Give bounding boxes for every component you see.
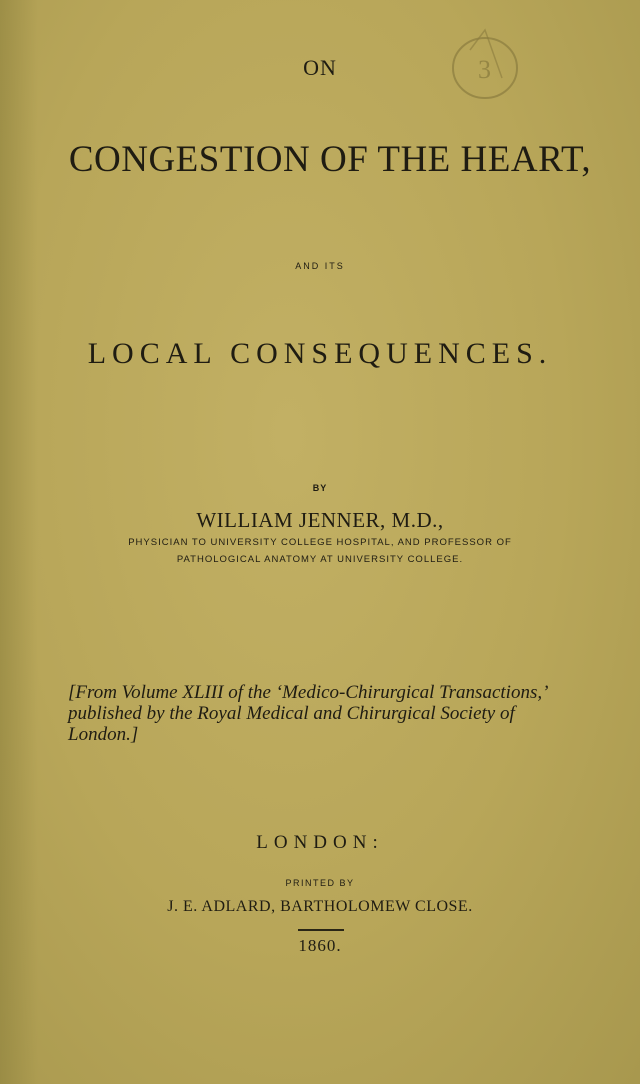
source-note-line-2: published by the Royal Medical and Chirurgical Society of <box>68 703 515 724</box>
source-note-line-3: London.] <box>68 724 139 745</box>
conjunction-and-its: AND ITS <box>295 261 345 271</box>
printed-by-label: PRINTED BY <box>285 878 355 888</box>
stamp-number: 3 <box>478 55 491 84</box>
divider-rule <box>298 929 344 931</box>
author-credentials-line-2: PATHOLOGICAL ANATOMY AT UNIVERSITY COLLEGE. <box>176 554 464 565</box>
subtitle: LOCAL CONSEQUENCES. <box>87 337 553 370</box>
by-label: BY <box>312 483 328 493</box>
author-credentials-line-1: PHYSICIAN TO UNIVERSITY COLLEGE HOSPITAL, AND PROFESSOR OF <box>128 537 512 548</box>
source-note <box>68 682 588 745</box>
source-note-line-1: [From Volume XLIII of the ‘Medico-Chirurgical Transactions,’ <box>68 682 549 703</box>
publication-year: 1860. <box>298 936 342 955</box>
main-title: CONGESTION OF THE HEART, <box>68 139 592 180</box>
publication-city: LONDON: <box>256 832 384 853</box>
library-stamp-icon <box>440 20 530 110</box>
author-name: WILLIAM JENNER, M.D., <box>196 508 444 532</box>
preposition-on: ON <box>303 55 337 80</box>
printer-name: J. E. ADLARD, BARTHOLOMEW CLOSE. <box>167 898 473 915</box>
